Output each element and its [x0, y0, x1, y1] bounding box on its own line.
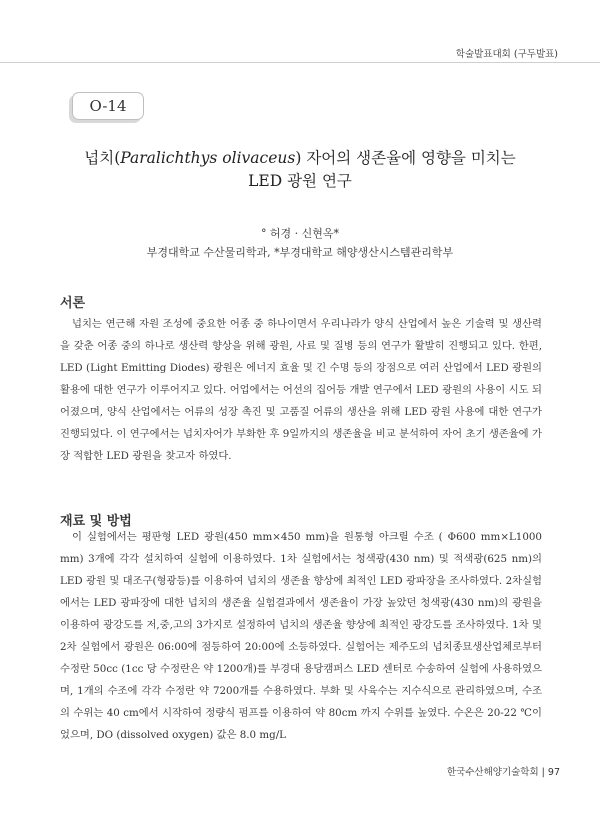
paper-title [40, 147, 560, 193]
section-title-introduction: 서론 [60, 296, 86, 311]
paper-id-label: O-14 [89, 97, 127, 115]
author-list: ° 허경 · 신현옥* [260, 227, 340, 240]
header-rule [0, 62, 600, 63]
title-scientific-name: Paralichthys olivaceus [120, 149, 296, 167]
affiliations: 부경대학교 수산물리학과, *부경대학교 해양생산시스템관리학부 [146, 246, 454, 259]
title-text-after: ) 자어의 생존율에 영향을 미치는 [295, 149, 516, 167]
section-body-methods: 이 실험에서는 평판형 LED 광원(450 mm×450 mm)을 원통형 아크릴 수조 ( Φ600 mm×L1000 mm) 3개에 각각 설치하여 실험에 이용하였다. 1차 실험에서는 청색광(430 nm) 및 적색광(625 nm)의 LED 광원 및 대조구(형광등)를 이용하여 넙치의 생존율 향상에 최적인 LED 광파장을 조사하였다. 2차실험에서는 LED 광파장에 대한 넙치의 생존율 실험결과에서 생존율이 가장 높았던 청색광(430 nm)의 광원을 이용하여 광강도를 저,중,고의 3가지로 설정하여 넙치의 생존율 향상에 최적인 광강도를 조사하였다. 1차 및 2차 실험에서 광원은 06:00에 점등하여 20:00에 소등하였다. 실험어는 제주도의 넙치종묘생산업체로부터 수정란 50cc (1cc 당 수정란은 약 1200개)를 부경대 용당캠퍼스 LED 센터로 수송하여 실험에 사용하였으며, 1개의 수조에 각각 수정란 약 7200개를 수용하였다. 부화 및 사육수는 지수식으로 관리하였으며, 수조의 수위는 40 cm에서 시작하여 정량식 펌프를 이용하여 약 80cm 까지 수위를 높였다. 수온은 20-22 ℃이었으며, DO (dissolved oxygen) 값은 8.0 mg/L [60, 531, 542, 741]
title-text-before: 넙치( [84, 149, 121, 167]
section-title-methods: 재료 및 방법 [60, 514, 132, 529]
title-line-1 [40, 147, 560, 170]
paper-id-badge [72, 92, 144, 120]
title-line-2: LED 광원 연구 [248, 172, 352, 190]
conference-header: 학술발표대회 (구두발표) [455, 49, 558, 60]
page-footer: 한국수산해양기술학회 | 97 [446, 767, 560, 778]
section-body-introduction: 넙치는 연근해 자원 조성에 중요한 어종 중 하나이면서 우리나라가 양식 산업에서 높은 기술력 및 생산력을 갖춘 어종 중의 하나로 생산력 향상을 위해 광원, 사료 및 질병 등의 연구가 활발히 진행되고 있다. 한편, LED (Light Emitting Diodes) 광원은 에너지 효율 및 긴 수명 등의 장점으로 여러 산업에서 LED 광원의 활용에 대한 연구가 이루어지고 있다. 어업에서는 어선의 집어등 개발 연구에서 LED 광원의 사용이 시도 되어졌으며, 양식 산업에서는 어류의 성장 촉진 및 고품질 어류의 생산을 위해 LED 광원 사용에 대한 연구가 진행되었다. 이 연구에서는 넙치자어가 부화한 후 9일까지의 생존율을 비교 분석하여 자어 초기 생존율에 가장 적합한 LED 광원을 찾고자 하였다. [60, 318, 542, 462]
